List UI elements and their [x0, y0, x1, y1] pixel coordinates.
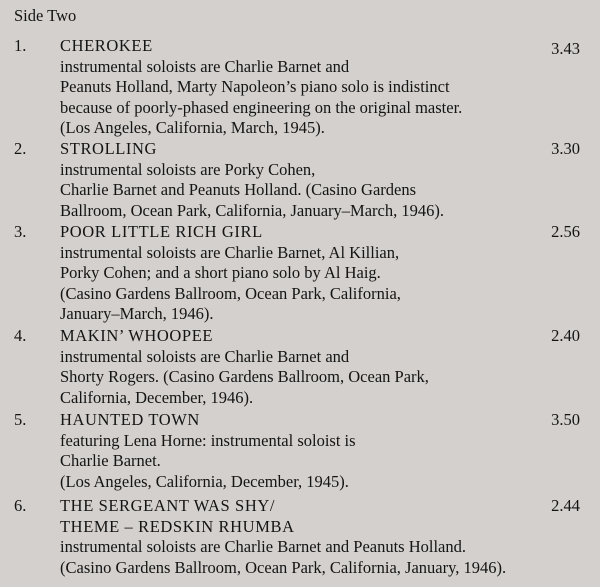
- track-duration: 2.40: [551, 326, 580, 345]
- track-title: MAKIN’ WHOOPEE: [60, 326, 214, 345]
- track-duration: 3.50: [551, 410, 580, 429]
- track-body: [60, 410, 590, 492]
- track-title-continued: THEME – REDSKIN RHUMBA: [60, 516, 295, 536]
- track-number: 1.: [14, 36, 27, 55]
- track-description-line: (Casino Gardens Ballroom, Ocean Park, California, January, 1946).: [60, 557, 507, 577]
- track-description-line: instrumental soloists are Charlie Barnet and Peanuts Holland.: [60, 537, 466, 557]
- track-number: 4.: [14, 326, 27, 345]
- track-description-line: Charlie Barnet and Peanuts Holland. (Casino Gardens: [60, 180, 417, 200]
- track-duration: 2.56: [551, 222, 580, 241]
- track-duration: 2.44: [551, 496, 580, 515]
- track-description-line: instrumental soloists are Charlie Barnet and: [60, 346, 350, 366]
- track-description-line: featuring Lena Horne: instrumental soloist is: [60, 430, 356, 450]
- side-heading: Side Two: [14, 6, 77, 25]
- track-title: THE SERGEANT WAS SHY/: [60, 496, 276, 515]
- track-description-line: instrumental soloists are Charlie Barnet and: [60, 56, 350, 76]
- track-description-line: instrumental soloists are Porky Cohen,: [60, 159, 316, 179]
- track-body: [60, 36, 590, 139]
- track-title: STROLLING: [60, 139, 158, 158]
- track-title: POOR LITTLE RICH GIRL: [60, 222, 263, 241]
- track-body: [60, 139, 590, 221]
- track-description-line: January–March, 1946).: [60, 304, 214, 324]
- track-title: HAUNTED TOWN: [60, 410, 200, 429]
- track-description-line: Ballroom, Ocean Park, California, January–March, 1946).: [60, 200, 444, 220]
- track-number: 5.: [14, 410, 27, 429]
- track-number: 6.: [14, 496, 27, 515]
- track-description-line: because of poorly-phased engineering on the original master.: [60, 97, 463, 117]
- track-number: 3.: [14, 222, 27, 241]
- track-description-line: Porky Cohen; and a short piano solo by Al Haig.: [60, 263, 381, 283]
- track-duration: 3.30: [551, 139, 580, 158]
- track-body: [60, 222, 590, 325]
- track-description-line: instrumental soloists are Charlie Barnet, Al Killian,: [60, 242, 400, 262]
- track-description-line: (Los Angeles, California, March, 1945).: [60, 118, 325, 138]
- track-number: 2.: [14, 139, 27, 158]
- track-body: [60, 496, 590, 578]
- track-description-line: (Casino Gardens Ballroom, Ocean Park, California,: [60, 283, 401, 303]
- track-description-line: Shorty Rogers. (Casino Gardens Ballroom, Ocean Park,: [60, 367, 429, 387]
- track-body: [60, 326, 590, 408]
- track-description-line: Charlie Barnet.: [60, 451, 161, 471]
- track-description-line: Peanuts Holland, Marty Napoleon’s piano solo is indistinct: [60, 77, 450, 97]
- track-title: CHEROKEE: [60, 36, 153, 55]
- track-description-line: California, December, 1946).: [60, 387, 254, 407]
- track-description-line: (Los Angeles, California, December, 1945).: [60, 471, 349, 491]
- track-duration: 3.43: [551, 39, 580, 58]
